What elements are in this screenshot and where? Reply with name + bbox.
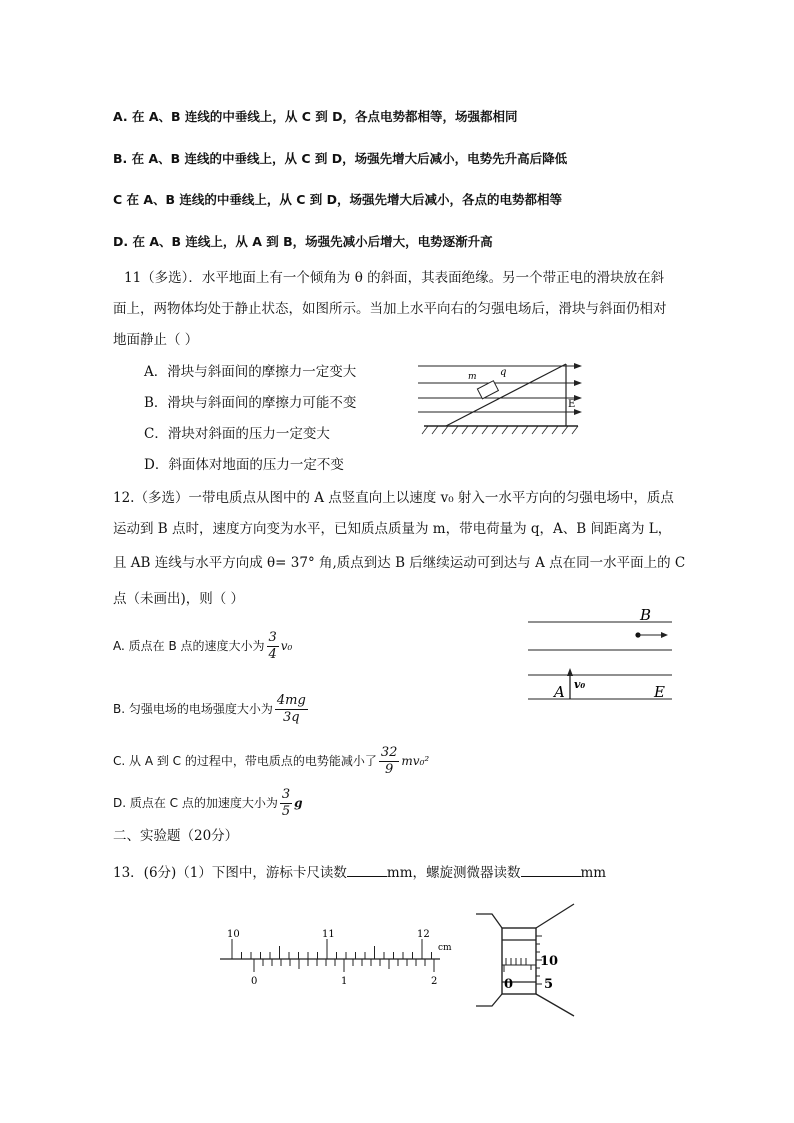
q12-stem-line3: 且 AB 连线与水平方向成 θ= 37° 角,质点到达 B 后继续运动可到达与 A 点在同一水平面上的 C bbox=[113, 555, 686, 571]
label-v0: v₀ bbox=[574, 678, 586, 691]
section-title: 二、实验题（20分） bbox=[113, 828, 239, 844]
label-q: q bbox=[500, 367, 507, 378]
q12-option-c: C. 从 A 到 C 的过程中，带电质点的电势能减小了 $\frac{32}{9}$ mv₀² bbox=[113, 745, 430, 777]
vernier-caliper-figure bbox=[214, 926, 464, 992]
vernier-label-2: 2 bbox=[431, 976, 438, 987]
fraction-3-4: $\frac{3}{4}$ bbox=[268, 630, 277, 662]
q11-option-b: B．滑块与斜面间的摩擦力可能不变 bbox=[144, 395, 357, 411]
q12-stem-line2: 运动到 B 点时，速度方向变为水平，已知质点质量为 m，带电荷量为 q，A、B 间距离为 L， bbox=[113, 521, 672, 537]
q12-stem-line1: 12.（多选）一带电质点从图中的 A 点竖直向上以速度 v₀ 射入一水平方向的匀强电场中，质点 bbox=[113, 490, 674, 506]
q12-option-c-text: C. 从 A 到 C 的过程中，带电质点的电势能减小了 bbox=[113, 754, 377, 768]
vernier-label-0: 0 bbox=[251, 976, 258, 987]
q11-stem-line2: 面上，两物体均处于静止状态，如图所示。当加上水平向右的匀强电场后，滑块与斜面仍相对 bbox=[113, 301, 667, 317]
label-m: m bbox=[468, 372, 477, 382]
label-b: B bbox=[640, 606, 652, 624]
q11-option-c: C．滑块对斜面的压力一定变大 bbox=[144, 426, 330, 442]
q13-stem: 13．(6分)（1）下图中，游标卡尺读数 mm，螺旋测微器读数 mm bbox=[113, 862, 606, 883]
main-scale-label-11: 11 bbox=[322, 929, 335, 940]
fraction-32-9: $\frac{32}{9}$ bbox=[380, 745, 398, 777]
q12-option-a-text: A. 质点在 B 点的速度大小为 bbox=[113, 639, 265, 653]
fraction-4mg-3q: $\frac{4mg}{3q}$ bbox=[276, 693, 306, 725]
label-e: E bbox=[654, 683, 665, 701]
q11-stem-line1: 11（多选）．水平地面上有一个倾角为 θ 的斜面，其表面绝缘。另一个带正电的滑块放在斜 bbox=[124, 270, 665, 286]
sleeve-label-0: 0 bbox=[504, 977, 514, 992]
main-scale-label-10: 10 bbox=[227, 929, 240, 940]
vernier-label-1: 1 bbox=[341, 976, 348, 987]
main-scale-label-12: 12 bbox=[417, 929, 430, 940]
q10-option-a: A. 在 A、B 连线的中垂线上，从 C 到 D，各点电势都相等，场强都相同 bbox=[113, 109, 518, 124]
micrometer-reading-blank bbox=[521, 862, 581, 877]
q11-incline-figure bbox=[416, 358, 586, 436]
label-e: E bbox=[568, 399, 576, 410]
q12-stem-line4: 点（未画出)，则（ ） bbox=[113, 591, 245, 607]
q12-option-b bbox=[113, 691, 310, 727]
q10-option-b: B. 在 A、B 连线的中垂线上，从 C 到 D，场强先增大后减小，电势先升高后降低 bbox=[113, 151, 568, 166]
q10-option-d: D. 在 A、B 连线上，从 A 到 B，场强先减小后增大，电势逐渐升高 bbox=[113, 234, 493, 249]
q11-option-d: D．斜面体对地面的压力一定不变 bbox=[144, 457, 344, 473]
thimble-label-5: 5 bbox=[544, 977, 554, 992]
q12-option-a: A. 质点在 B 点的速度大小为 $\frac{3}{4}$ v₀ bbox=[113, 630, 293, 662]
q12-option-d: D. 质点在 C 点的加速度大小为 $\frac{3}{5}$ g bbox=[113, 787, 303, 819]
q11-option-a: A．滑块与斜面间的摩擦力一定变大 bbox=[144, 364, 357, 380]
q11-stem-line3: 地面静止（ ） bbox=[113, 332, 199, 348]
fraction-3-5: $\frac{3}{5}$ bbox=[281, 787, 291, 819]
q12-option-d-text: D. 质点在 C 点的加速度大小为 bbox=[113, 796, 278, 810]
caliper-reading-blank bbox=[347, 862, 387, 877]
thimble-label-10: 10 bbox=[540, 954, 559, 969]
label-a: A bbox=[554, 683, 565, 701]
unit-cm: cm bbox=[438, 943, 452, 953]
micrometer-figure bbox=[474, 900, 578, 1020]
q12-field-figure bbox=[526, 604, 676, 704]
q10-option-c: C 在 A、B 连线的中垂线上，从 C 到 D，场强先增大后减小，各点的电势都相等 bbox=[113, 192, 563, 207]
q12-option-b-text: B. 匀强电场的电场强度大小为 bbox=[113, 702, 273, 716]
